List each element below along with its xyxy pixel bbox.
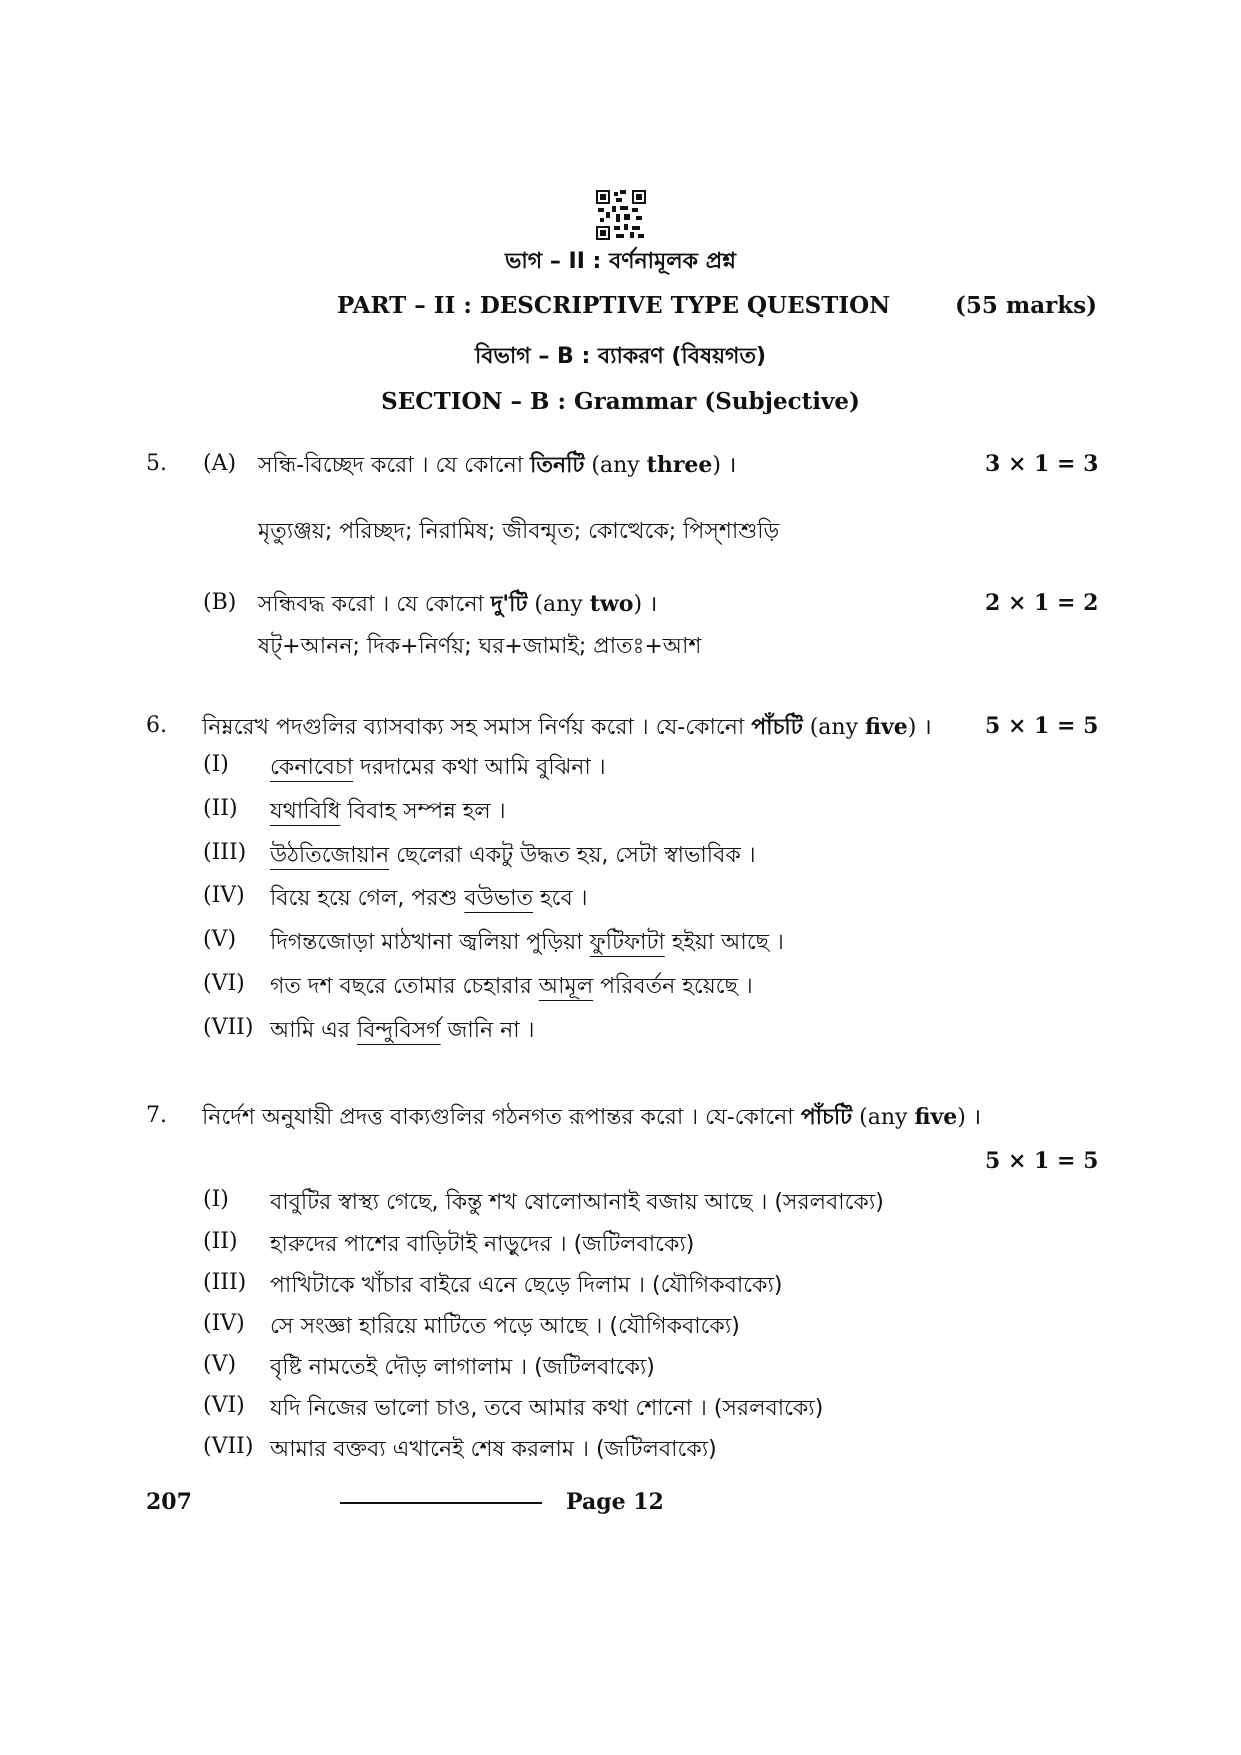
q5a-instruction: সন্ধি-বিচ্ছেদ করো । যে কোনো তিনটি (any three) । (258, 452, 737, 478)
underlined-word: বউভাত (464, 886, 534, 911)
q7-item: (II) (203, 1229, 238, 1254)
part-title-en: PART – II : DESCRIPTIVE TYPE QUESTION (337, 292, 891, 319)
underlined-word: কেনাবেচা (270, 755, 354, 780)
q7-item-text: সে সংজ্ঞা হারিয়ে মাটিতে পড়ে আছে । (যৌগিকবাক্যে) (270, 1314, 740, 1339)
q7-item: (VII) (203, 1434, 254, 1459)
part-marks: (55 marks) (955, 292, 1098, 319)
q7-item-text: আমার বক্তব্য এখানেই শেষ করলাম । (জটিলবাক্যে) (270, 1437, 717, 1462)
q6-item: (I) (203, 752, 229, 777)
q7-item-text: পাখিটাকে খাঁচার বাইরে এনে ছেড়ে দিলাম । (যৌগিকবাক্যে) (270, 1273, 783, 1298)
q5a-words: মৃত্যুঞ্জয়; পরিচ্ছদ; নিরামিষ; জীবন্মৃত; কোত্থেকে; পিস্‌শাশুড়ি (258, 519, 780, 544)
question-number: 6. (146, 713, 167, 738)
section-title-bn: বিভাগ – B : ব্যাকরণ (বিষয়গত) (474, 344, 767, 369)
q6-item: (IV) (203, 883, 245, 908)
paper-code: 207 (146, 1489, 192, 1515)
underlined-word: বিন্দুবিসর্গ (357, 1018, 441, 1043)
q6-item-text: বিয়ে হয়ে গেল, পরশু বউভাত হবে । (270, 886, 588, 911)
q5a-marks: 3 × 1 = 3 (985, 451, 1099, 477)
q6-item: (VII) (203, 1015, 254, 1040)
q5b-marks: 2 × 1 = 2 (985, 590, 1099, 616)
q6-item-text: আমি এর বিন্দুবিসর্গ জানি না । (270, 1018, 535, 1043)
footer-divider (340, 1502, 542, 1504)
q5b-words: ষট্+আনন; দিক+নির্ণয়; ঘর+জামাই; প্রাতঃ+আশ (258, 634, 702, 659)
q6-item-text: উঠতিজোয়ান ছেলেরা একটু উদ্ধত হয়, সেটা স্বাভাবিক । (270, 843, 756, 868)
part-title-bn: ভাগ – II : বর্ণনামূলক প্রশ্ন (505, 249, 736, 274)
part-label: (B) (203, 590, 237, 615)
q6-item: (V) (203, 927, 237, 952)
q7-instruction: নির্দেশ অনুযায়ী প্রদত্ত বাক্যগুলির গঠনগত রূপান্তর করো । যে-কোনো পাঁচটি (any five) । (202, 1104, 982, 1130)
q7-item-text: বাবুটির স্বাস্থ্য গেছে, কিন্তু শখ ষোলোআনাই বজায় আছে । (সরলবাক্যে) (270, 1190, 884, 1215)
q7-item-text: হারুদের পাশের বাড়িটাই নাড়ুদের । (জটিলবাক্যে) (270, 1232, 695, 1257)
q6-item-text: কেনাবেচা দরদামের কথা আমি বুঝিনা । (270, 755, 606, 780)
q6-marks: 5 × 1 = 5 (985, 713, 1099, 739)
question-number: 5. (146, 451, 167, 476)
q7-item-text: বৃষ্টি নামতেই দৌড় লাগালাম । (জটিলবাক্যে) (270, 1355, 655, 1380)
underlined-word: যথাবিধি (270, 799, 341, 824)
q7-item-text: যদি নিজের ভালো চাও, তবে আমার কথা শোনো । (সরলবাক্যে) (270, 1396, 824, 1421)
underlined-word: উঠতিজোয়ান (270, 843, 390, 868)
section-title-en: SECTION – B : Grammar (Subjective) (381, 388, 860, 415)
q7-marks: 5 × 1 = 5 (985, 1148, 1099, 1174)
q6-item: (III) (203, 840, 247, 865)
qr-code-icon (596, 190, 646, 240)
q7-item: (V) (203, 1352, 237, 1377)
underlined-word: ফুটিফাটা (589, 930, 665, 955)
q6-item-text: দিগন্তজোড়া মাঠখানা জ্বলিয়া পুড়িয়া ফুটিফাটা হইয়া আছে । (270, 930, 784, 955)
underlined-word: আমূল (538, 974, 594, 999)
q6-item: (VI) (203, 971, 245, 996)
q7-item: (III) (203, 1270, 247, 1295)
q5b-instruction: সন্ধিবদ্ধ করো । যে কোনো দু'টি (any two) । (258, 591, 658, 617)
q6-instruction: নিম্নরেখ পদগুলির ব্যাসবাক্য সহ সমাস নির্ণয় করো । যে-কোনো পাঁচটি (any five) । (202, 714, 932, 740)
question-number: 7. (146, 1103, 167, 1128)
q7-item: (VI) (203, 1393, 245, 1418)
q6-item: (II) (203, 796, 238, 821)
q7-item: (I) (203, 1187, 229, 1212)
q6-item-text: গত দশ বছরে তোমার চেহারার আমূল পরিবর্তন হয়েছে । (270, 974, 753, 999)
page-number: Page 12 (566, 1489, 664, 1515)
part-label: (A) (203, 451, 237, 476)
q7-item: (IV) (203, 1311, 245, 1336)
q6-item-text: যথাবিধি বিবাহ সম্পন্ন হল । (270, 799, 506, 824)
